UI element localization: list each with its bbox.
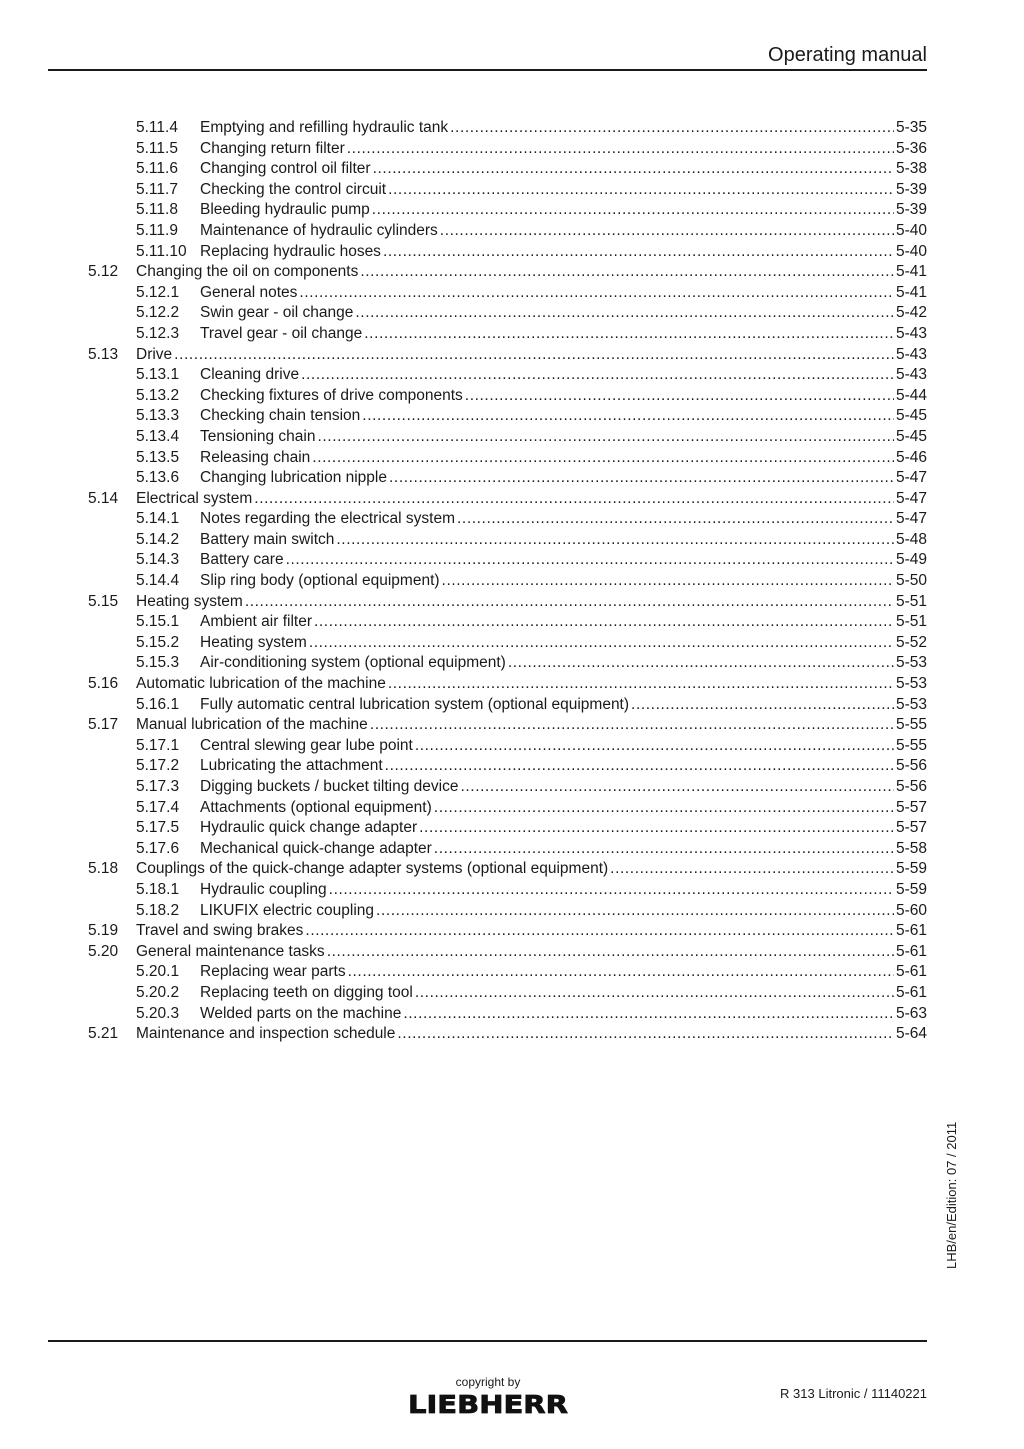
toc-entry-line	[200, 962, 927, 983]
toc-entry-page: 5-59	[895, 880, 927, 898]
toc-entry-number: 5.18.2	[136, 901, 180, 919]
toc-entry-line	[200, 118, 927, 139]
toc-entry-page: 5-45	[895, 407, 927, 425]
toc-entry[interactable]	[0, 550, 1024, 571]
dot-leader	[419, 818, 894, 839]
toc-entry[interactable]	[0, 736, 1024, 757]
toc-entry-line	[200, 571, 927, 592]
toc-entry-title: Maintenance of hydraulic cylinders	[200, 221, 438, 239]
toc-entry[interactable]	[0, 633, 1024, 654]
dot-leader	[348, 962, 894, 983]
toc-entry[interactable]	[0, 695, 1024, 716]
toc-entry-title: Travel gear - oil change	[200, 324, 363, 342]
toc-entry-title: Air-conditioning system (optional equipment)	[200, 654, 506, 672]
toc-entry[interactable]	[0, 880, 1024, 901]
dot-leader	[388, 180, 894, 201]
toc-entry-page: 5-39	[895, 180, 927, 198]
toc-entry-page: 5-47	[895, 510, 927, 528]
toc-entry-title: Digging buckets / bucket tilting device	[200, 778, 459, 795]
toc-entry-title: Battery main switch	[200, 530, 335, 548]
toc-entry-line	[200, 468, 927, 489]
toc-entry-title: Slip ring body (optional equipment)	[200, 572, 440, 590]
toc-entry[interactable]	[0, 324, 1024, 345]
toc-entry-page: 5-61	[895, 983, 927, 1001]
toc-entry-number: 5.14.4	[136, 572, 180, 590]
toc-entry-page: 5-53	[895, 675, 927, 693]
dot-leader	[415, 983, 894, 1004]
toc-entry-line	[200, 221, 927, 242]
toc-entry-page: 5-58	[895, 839, 927, 857]
dot-leader	[388, 674, 894, 695]
dot-leader	[362, 406, 894, 427]
toc-entry-page: 5-55	[895, 716, 927, 734]
dot-leader	[174, 345, 894, 366]
toc-entry[interactable]	[0, 448, 1024, 469]
toc-entry-title: Heating system	[136, 592, 243, 610]
svg-text:LIEBHERR: LIEBHERR	[408, 1392, 568, 1416]
toc-entry[interactable]	[0, 386, 1024, 407]
toc-entry[interactable]	[0, 756, 1024, 777]
toc-entry-number: 5.17	[88, 716, 119, 734]
toc-entry-page: 5-63	[895, 1004, 927, 1022]
toc-entry[interactable]	[0, 468, 1024, 489]
dot-leader	[383, 242, 894, 263]
toc-entry-title: General maintenance tasks	[136, 942, 325, 960]
toc-entry-title: Mechanical quick-change adapter	[200, 839, 432, 857]
toc-entry[interactable]	[0, 303, 1024, 324]
toc-entry-page: 5-46	[895, 448, 927, 466]
toc-entry-line	[136, 942, 927, 963]
toc-entry-number: 5.14.1	[136, 510, 180, 528]
dot-leader	[305, 921, 894, 942]
dot-leader	[364, 324, 894, 345]
toc-entry-title: Replacing teeth on digging tool	[200, 983, 413, 1001]
toc-entry-title: Replacing wear parts	[200, 963, 346, 981]
toc-entry-line	[200, 756, 927, 777]
toc-entry-title: Releasing chain	[200, 448, 311, 466]
toc-entry-number: 5.13.5	[136, 448, 180, 466]
toc-entry-page: 5-61	[895, 922, 927, 940]
toc-entry-number: 5.14.3	[136, 551, 180, 569]
dot-leader	[314, 612, 894, 633]
toc-entry-line	[200, 798, 927, 819]
toc-entry[interactable]	[0, 859, 1024, 880]
toc-entry-number: 5.17.1	[136, 736, 180, 754]
toc-entry-line	[136, 674, 927, 695]
toc-entry[interactable]	[0, 612, 1024, 633]
toc-entry-line	[200, 736, 927, 757]
toc-entry-number: 5.12.1	[136, 283, 180, 301]
toc-entry-page: 5-40	[895, 221, 927, 239]
toc-entry-line	[200, 139, 927, 160]
toc-entry-title: Notes regarding the electrical system	[200, 510, 456, 528]
toc-entry-line	[200, 365, 927, 386]
toc-entry[interactable]	[0, 942, 1024, 963]
toc-entry-title: Lubricating the attachment	[200, 757, 383, 775]
toc-entry-line	[136, 489, 927, 510]
toc-entry[interactable]	[0, 118, 1024, 139]
toc-entry-title: Fully automatic central lubrication system (optional equipment)	[200, 695, 630, 713]
toc-entry[interactable]	[0, 139, 1024, 160]
toc-entry-title: Hydraulic quick change adapter	[200, 819, 418, 837]
toc-entry-page: 5-60	[895, 901, 927, 919]
toc-entry-number: 5.21	[88, 1025, 119, 1043]
toc-entry-page: 5-47	[895, 489, 927, 507]
toc-entry[interactable]	[0, 962, 1024, 983]
toc-entry[interactable]	[0, 530, 1024, 551]
toc-entry-number: 5.20.2	[136, 983, 180, 1001]
toc-entry-title: Checking fixtures of drive components	[200, 386, 463, 404]
toc-entry-page: 5-50	[895, 572, 927, 590]
toc-entry-line	[136, 715, 927, 736]
toc-entry-number: 5.14	[88, 489, 119, 507]
toc-entry-line	[200, 880, 927, 901]
toc-entry-title: Couplings of the quick-change adapter systems (optional equipment)	[136, 860, 609, 878]
toc-entry-number: 5.14.2	[136, 530, 180, 548]
toc-entry-line	[136, 592, 927, 613]
toc-entry-number: 5.16.1	[136, 695, 180, 713]
toc-entry-title: Cleaning drive	[200, 366, 300, 384]
toc-entry-line	[200, 695, 927, 716]
dot-leader	[434, 798, 894, 819]
toc-entry-page: 5-61	[895, 942, 927, 960]
toc-entry[interactable]	[0, 180, 1024, 201]
toc-entry-line	[136, 345, 927, 366]
toc-entry-page: 5-41	[895, 283, 927, 301]
toc-entry-line	[200, 777, 927, 798]
toc-entry-number: 5.11.10	[136, 242, 187, 260]
toc-entry-page: 5-39	[895, 201, 927, 219]
document-title: Operating manual	[768, 44, 927, 66]
dot-leader	[434, 839, 894, 860]
toc-entry-number: 5.20	[88, 942, 119, 960]
dot-leader	[385, 756, 894, 777]
toc-entry-title: General notes	[200, 283, 298, 301]
toc-entry-line	[200, 406, 927, 427]
dot-leader	[360, 262, 894, 283]
toc-entry-page: 5-56	[895, 757, 927, 775]
toc-entry-line	[200, 200, 927, 221]
toc-entry-page: 5-59	[895, 860, 927, 878]
toc-entry[interactable]	[0, 1004, 1024, 1025]
toc-entry-number: 5.18	[88, 860, 119, 878]
dot-leader	[327, 942, 894, 963]
toc-entry-number: 5.11.6	[136, 160, 178, 178]
toc-entry-title: Attachments (optional equipment)	[200, 798, 432, 816]
toc-entry-title: Changing control oil filter	[200, 160, 371, 178]
toc-entry-page: 5-43	[895, 345, 927, 363]
toc-entry-line	[136, 262, 927, 283]
toc-entry-title: Manual lubrication of the machine	[136, 716, 368, 734]
toc-entry[interactable]	[0, 345, 1024, 366]
dot-leader	[347, 139, 894, 160]
dot-leader	[440, 221, 894, 242]
toc-entry-page: 5-53	[895, 654, 927, 672]
toc-entry-page: 5-57	[895, 819, 927, 837]
toc-entry-line	[200, 448, 927, 469]
toc-entry[interactable]	[0, 489, 1024, 510]
toc-entry[interactable]	[0, 818, 1024, 839]
toc-entry-line	[136, 859, 927, 880]
toc-entry-title: Welded parts on the machine	[200, 1004, 402, 1022]
toc-entry-number: 5.15.2	[136, 633, 180, 651]
model-number: R 313 Litronic / 11140221	[780, 1386, 927, 1401]
toc-entry-number: 5.13	[88, 345, 119, 363]
toc-entry[interactable]	[0, 262, 1024, 283]
dot-leader	[329, 880, 894, 901]
toc-entry-page: 5-52	[895, 633, 927, 651]
edition-label: LHB/en/Edition: 07 / 2011	[944, 1121, 959, 1269]
toc-entry-page: 5-55	[895, 736, 927, 754]
toc-entry-number: 5.12.2	[136, 304, 180, 322]
header-rule	[48, 69, 927, 71]
toc-entry-line	[200, 633, 927, 654]
toc-entry[interactable]	[0, 715, 1024, 736]
toc-entry-page: 5-35	[895, 119, 927, 136]
toc-entry-title: Heating system	[200, 633, 307, 651]
dot-leader	[245, 592, 894, 613]
toc-entry[interactable]	[0, 221, 1024, 242]
dot-leader	[309, 633, 894, 654]
toc-entry-page: 5-64	[895, 1025, 927, 1043]
toc-entry-title: Bleeding hydraulic pump	[200, 201, 370, 219]
dot-leader	[631, 695, 894, 716]
toc-entry[interactable]	[0, 592, 1024, 613]
toc-entry[interactable]	[0, 509, 1024, 530]
toc-entry-title: Hydraulic coupling	[200, 880, 327, 898]
toc-entry[interactable]	[0, 983, 1024, 1004]
toc-entry-page: 5-53	[895, 695, 927, 713]
dot-leader	[610, 859, 894, 880]
toc-entry-line	[200, 303, 927, 324]
toc-entry-line	[200, 427, 927, 448]
toc-entry-title: Swin gear - oil change	[200, 304, 354, 322]
toc-entry-title: Electrical system	[136, 489, 253, 507]
toc-entry[interactable]	[0, 674, 1024, 695]
toc-entry-line	[200, 653, 927, 674]
toc-entry-number: 5.18.1	[136, 880, 180, 898]
toc-entry-title: Maintenance and inspection schedule	[136, 1025, 396, 1043]
toc-entry-number: 5.17.4	[136, 798, 180, 816]
dot-leader	[286, 550, 894, 571]
toc-entry[interactable]	[0, 159, 1024, 180]
dot-leader	[376, 901, 894, 922]
toc-entry-number: 5.11.9	[136, 221, 178, 239]
dot-leader	[336, 530, 894, 551]
toc-entry-number: 5.15	[88, 592, 119, 610]
toc-entry-number: 5.11.5	[136, 139, 178, 157]
dot-leader	[372, 200, 894, 221]
toc-entry-number: 5.13.2	[136, 386, 180, 404]
toc-entry[interactable]	[0, 921, 1024, 942]
toc-entry-line	[200, 386, 927, 407]
toc-entry-number: 5.11.8	[136, 201, 178, 219]
toc-entry-page: 5-38	[895, 160, 927, 178]
dot-leader	[254, 489, 894, 510]
toc-entry-line	[200, 283, 927, 304]
toc-entry-title: Drive	[136, 345, 173, 363]
toc-entry-title: Changing the oil on components	[136, 263, 359, 281]
toc-entry-line	[200, 530, 927, 551]
toc-entry-page: 5-56	[895, 778, 927, 795]
toc-entry-number: 5.13.4	[136, 427, 180, 445]
toc-entry[interactable]	[0, 200, 1024, 221]
dot-leader	[355, 303, 894, 324]
dot-leader	[317, 427, 893, 448]
toc-entry-title: Tensioning chain	[200, 427, 316, 445]
toc-entry-line	[200, 612, 927, 633]
toc-entry[interactable]	[0, 283, 1024, 304]
dot-leader	[389, 468, 894, 489]
toc-entry-page: 5-57	[895, 798, 927, 816]
toc-entry[interactable]	[0, 242, 1024, 263]
dot-leader	[450, 118, 894, 139]
toc-entry-page: 5-43	[895, 324, 927, 342]
toc-entry[interactable]	[0, 406, 1024, 427]
table-of-contents	[0, 118, 1024, 1045]
toc-entry-number: 5.17.6	[136, 839, 180, 857]
toc-entry-number: 5.20.1	[136, 963, 180, 981]
toc-entry-title: Checking chain tension	[200, 407, 361, 425]
toc-entry-line	[136, 921, 927, 942]
toc-entry-page: 5-49	[895, 551, 927, 569]
toc-entry-line	[200, 550, 927, 571]
toc-entry-title: Checking the control circuit	[200, 180, 387, 198]
dot-leader	[397, 1024, 894, 1045]
copyright-label: copyright by	[455, 1375, 521, 1389]
toc-entry-page: 5-36	[895, 139, 927, 157]
toc-entry-number: 5.15.1	[136, 613, 180, 631]
dot-leader	[508, 653, 894, 674]
toc-entry[interactable]	[0, 653, 1024, 674]
toc-entry-line	[200, 242, 927, 263]
toc-entry[interactable]	[0, 365, 1024, 386]
toc-entry-title: LIKUFIX electric coupling	[200, 901, 375, 919]
toc-entry-line	[200, 159, 927, 180]
toc-entry-line	[136, 1024, 927, 1045]
toc-entry-number: 5.13.3	[136, 407, 180, 425]
toc-entry-number: 5.17.3	[136, 778, 180, 795]
toc-entry-page: 5-40	[895, 242, 927, 260]
toc-entry-number: 5.11.4	[136, 119, 178, 136]
toc-entry-page: 5-45	[895, 427, 927, 445]
dot-leader	[442, 571, 894, 592]
toc-entry-title: Ambient air filter	[200, 613, 312, 631]
toc-entry-page: 5-48	[895, 530, 927, 548]
toc-entry-title: Changing return filter	[200, 139, 345, 157]
dot-leader	[415, 736, 894, 757]
toc-entry-title: Battery care	[200, 551, 284, 569]
toc-entry-line	[200, 901, 927, 922]
dot-leader	[373, 159, 894, 180]
toc-entry-number: 5.20.3	[136, 1004, 180, 1022]
toc-entry-line	[200, 180, 927, 201]
dot-leader	[465, 386, 894, 407]
dot-leader	[457, 509, 894, 530]
toc-entry[interactable]	[0, 777, 1024, 798]
toc-entry-title: Automatic lubrication of the machine	[136, 675, 386, 693]
toc-entry-number: 5.15.3	[136, 654, 180, 672]
toc-entry-page: 5-42	[895, 304, 927, 322]
toc-entry-line	[200, 983, 927, 1004]
dot-leader	[312, 448, 894, 469]
toc-entry-title: Emptying and refilling hydraulic tank	[200, 119, 449, 136]
dot-leader	[460, 777, 893, 798]
toc-entry[interactable]	[0, 427, 1024, 448]
toc-entry-line	[200, 324, 927, 345]
toc-entry-number: 5.17.5	[136, 819, 180, 837]
toc-entry-line	[200, 818, 927, 839]
toc-entry[interactable]	[0, 798, 1024, 819]
dot-leader	[301, 365, 894, 386]
toc-entry-page: 5-44	[895, 386, 927, 404]
toc-entry-number: 5.19	[88, 922, 119, 940]
toc-entry-page: 5-47	[895, 469, 927, 487]
toc-entry-title: Changing lubrication nipple	[200, 469, 387, 487]
toc-entry[interactable]	[0, 571, 1024, 592]
toc-entry-number: 5.12.3	[136, 324, 180, 342]
toc-entry-page: 5-41	[895, 263, 927, 281]
toc-entry-number: 5.13.1	[136, 366, 180, 384]
toc-entry-title: Travel and swing brakes	[136, 922, 304, 940]
toc-entry-number: 5.16	[88, 675, 119, 693]
dot-leader	[370, 715, 894, 736]
footer-rule	[48, 1340, 927, 1342]
toc-entry-title: Central slewing gear lube point	[200, 736, 413, 754]
toc-entry[interactable]	[0, 901, 1024, 922]
dot-leader	[403, 1004, 894, 1025]
toc-entry-page: 5-61	[895, 963, 927, 981]
liebherr-logo	[407, 1392, 569, 1416]
toc-entry-page: 5-43	[895, 366, 927, 384]
toc-entry-page: 5-51	[895, 592, 927, 610]
toc-entry[interactable]	[0, 1024, 1024, 1045]
toc-entry-line	[200, 1004, 927, 1025]
toc-entry-page: 5-51	[895, 613, 927, 631]
toc-entry-line	[200, 509, 927, 530]
toc-entry-number: 5.17.2	[136, 757, 180, 775]
toc-entry-number: 5.12	[88, 263, 119, 281]
dot-leader	[299, 283, 894, 304]
toc-entry[interactable]	[0, 839, 1024, 860]
toc-entry-number: 5.13.6	[136, 469, 180, 487]
toc-entry-title: Replacing hydraulic hoses	[200, 242, 381, 260]
toc-entry-line	[200, 839, 927, 860]
toc-entry-number: 5.11.7	[136, 180, 178, 198]
